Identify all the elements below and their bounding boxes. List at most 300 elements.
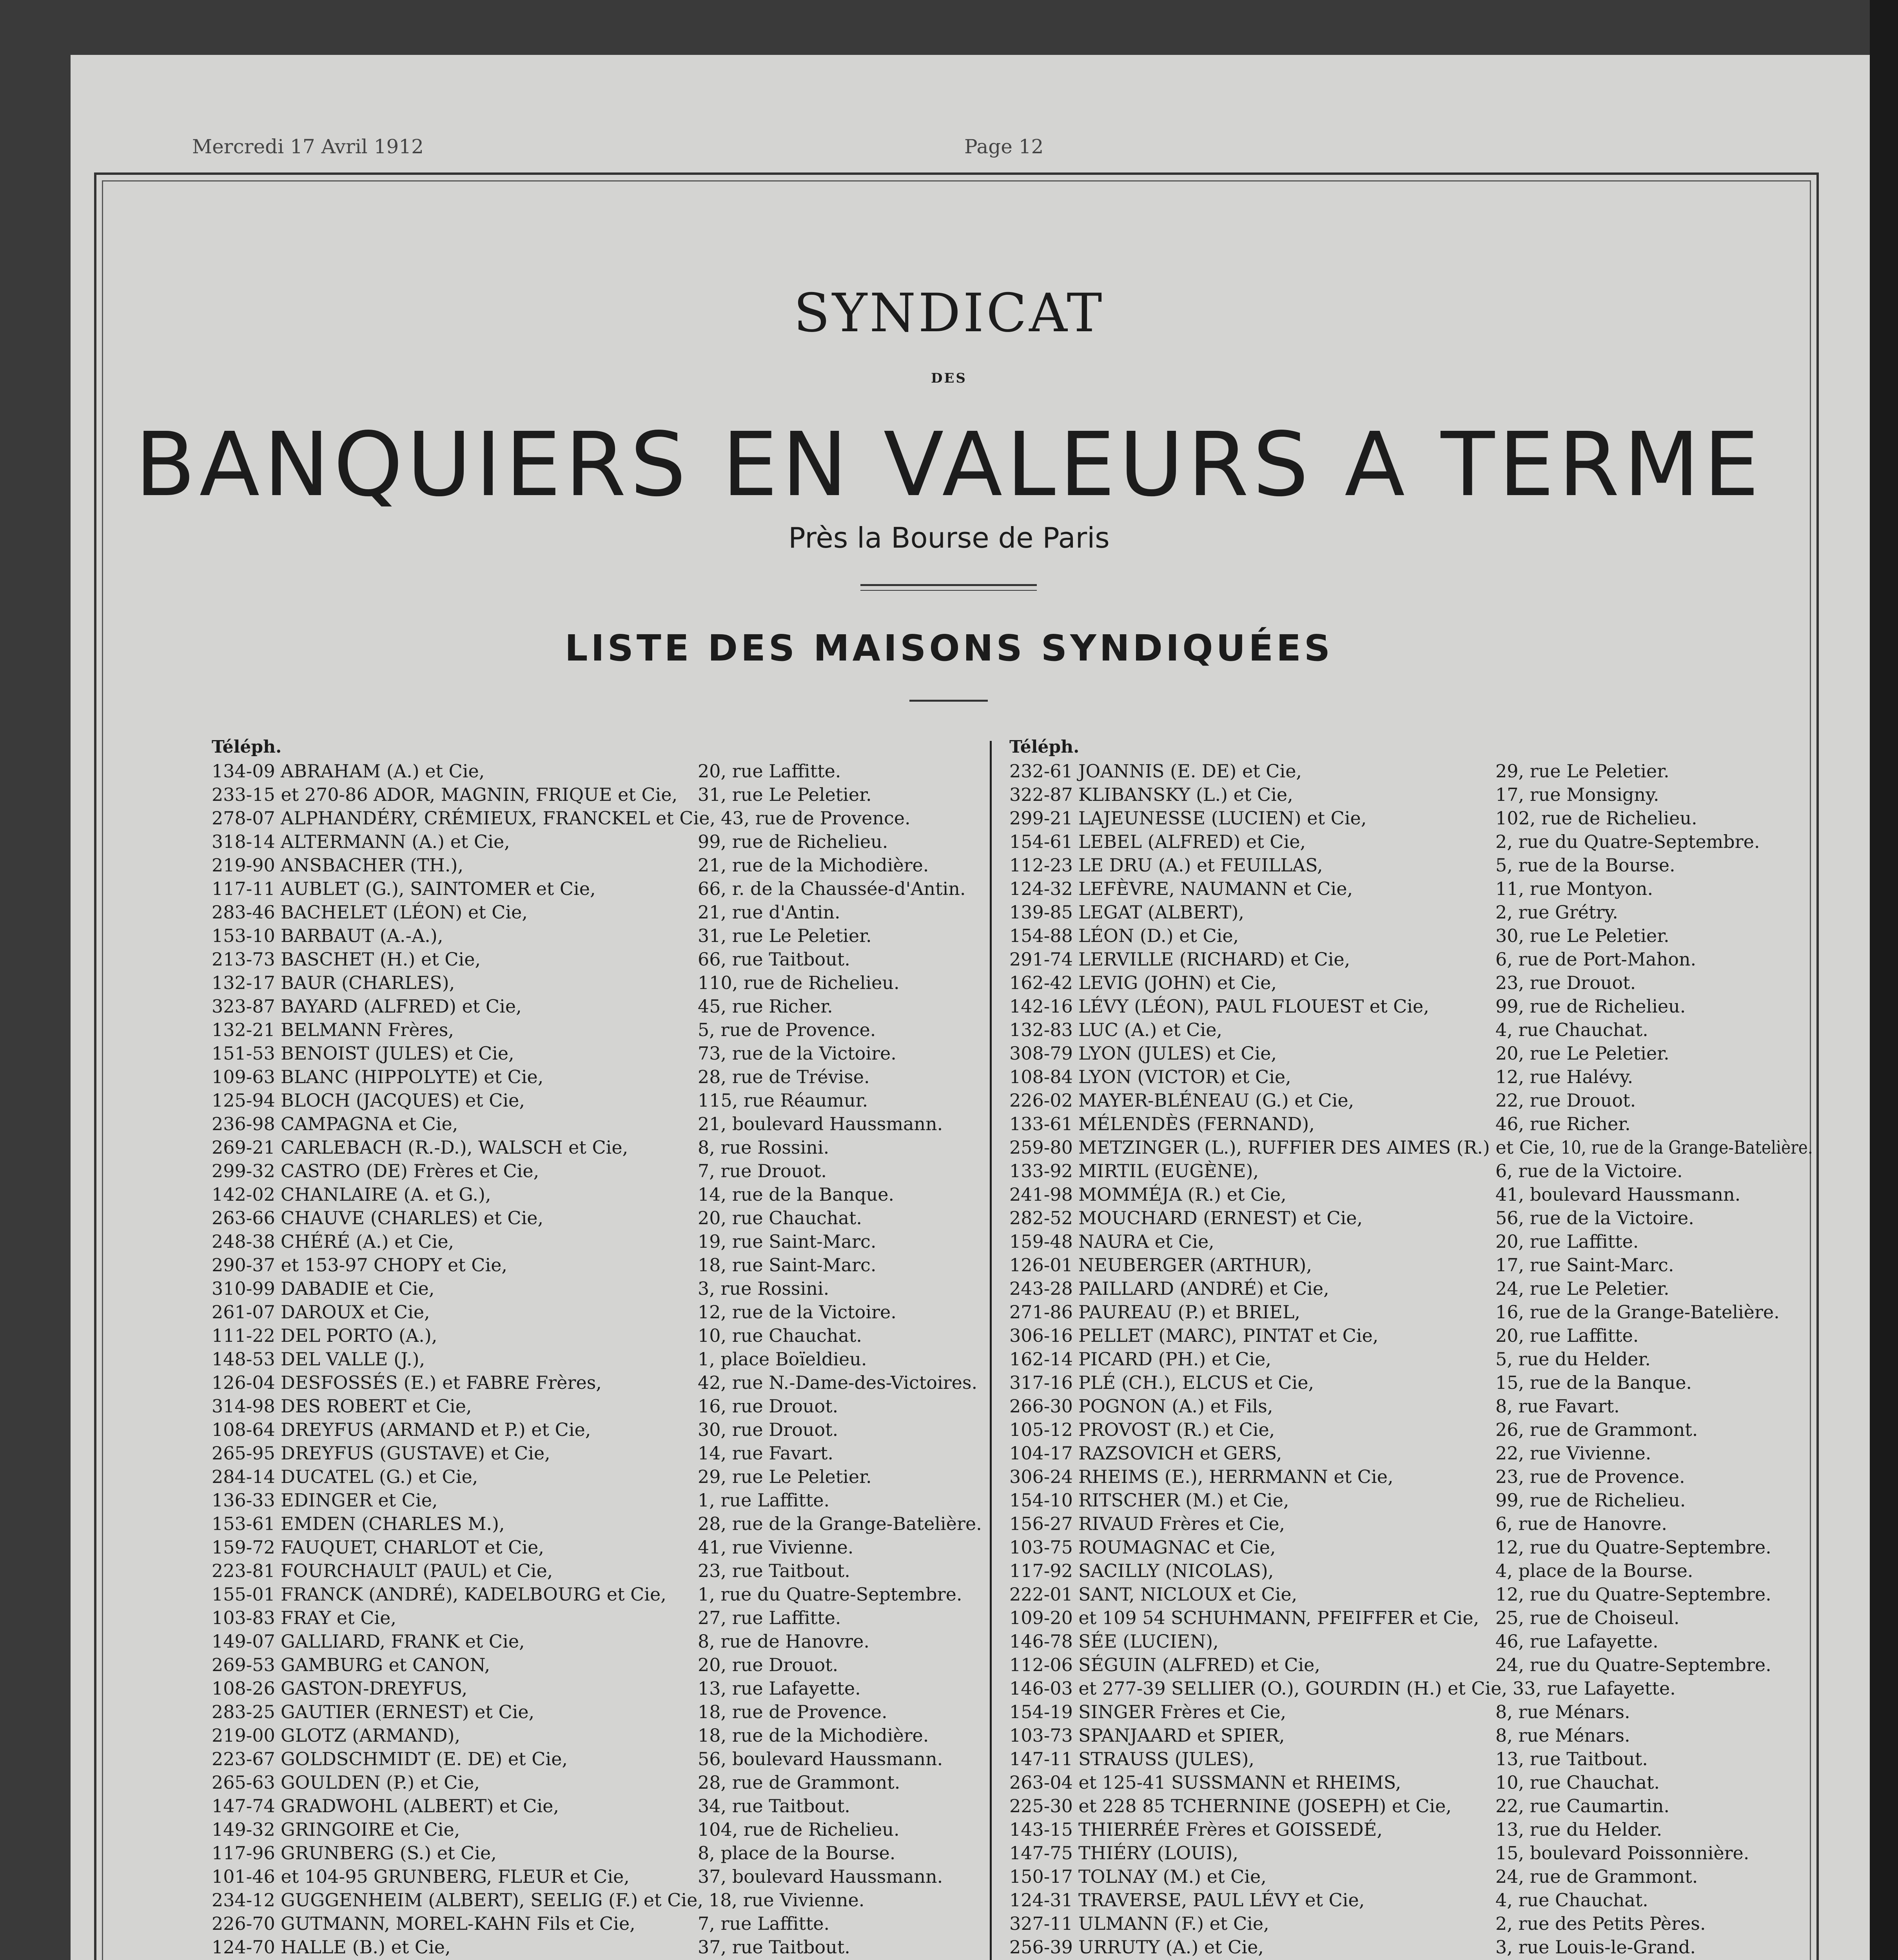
column-separator — [990, 741, 992, 1960]
list-item — [212, 996, 992, 1018]
firm-address: 37, boulevard Haussmann. — [698, 1866, 943, 1887]
firm-name: METZINGER (L.), RUFFIER DES AIMES (R.) et Cie, — [1078, 1137, 1555, 1158]
firm-address: 10, rue Chauchat. — [1495, 1772, 1660, 1793]
list-item — [1009, 1231, 1813, 1254]
phone-number: 263-04 et 125-41 — [1009, 1772, 1166, 1793]
firm-name: LEGAT (ALBERT), — [1078, 902, 1245, 923]
firm-name: BENOIST (JULES) et Cie, — [281, 1043, 514, 1064]
list-item — [212, 1772, 992, 1795]
firm-name: PAILLARD (ANDRÉ) et Cie, — [1078, 1278, 1329, 1299]
firm-name: ADOR, MAGNIN, FRIQUE et Cie, — [374, 784, 678, 805]
firm-name: RAZSOVICH et GERS, — [1078, 1443, 1282, 1464]
phone-number: 291-74 — [1009, 949, 1073, 970]
firm-name: LÉVY (LÉON), PAUL FLOUEST et Cie, — [1078, 996, 1429, 1017]
phone-number: 241-98 — [1009, 1184, 1073, 1205]
firm-address: 104, rue de Richelieu. — [698, 1819, 900, 1840]
list-item — [1009, 996, 1813, 1018]
phone-number: 159-48 — [1009, 1231, 1073, 1252]
phone-number: 213-73 — [212, 949, 275, 970]
firm-name: GUTMANN, MOREL-KAHN Fils et Cie, — [281, 1913, 635, 1934]
phone-number: 124-31 — [1009, 1889, 1073, 1911]
phone-number: 153-61 — [212, 1513, 275, 1534]
firm-name: BLANC (HIPPOLYTE) et Cie, — [281, 1066, 544, 1087]
firm-address: 37, rue Taitbout. — [698, 1936, 850, 1958]
list-item — [212, 1866, 992, 1889]
firm-name: LEVIG (JOHN) et Cie, — [1078, 972, 1277, 993]
phone-number: 283-46 — [212, 902, 275, 923]
phone-number: 143-15 — [1009, 1819, 1073, 1840]
list-item — [1009, 1372, 1813, 1395]
list-item — [1009, 1066, 1813, 1089]
firm-name: BASCHET (H.) et Cie, — [281, 949, 481, 970]
list-item — [212, 1231, 992, 1254]
list-title: LISTE DES MAISONS SYNDIQUÉES — [564, 627, 1334, 669]
firm-address: 2, rue des Petits Pères. — [1495, 1913, 1706, 1934]
list-item — [212, 1795, 992, 1818]
phone-number: 306-16 — [1009, 1325, 1073, 1346]
list-item — [212, 1278, 992, 1301]
phone-number: 125-94 — [212, 1090, 275, 1111]
firm-name: NEUBERGER (ARTHUR), — [1078, 1254, 1312, 1276]
firm-name: EDINGER et Cie, — [281, 1490, 438, 1511]
firm-name: THIÉRY (LOUIS), — [1078, 1842, 1238, 1864]
list-item — [212, 1066, 992, 1089]
phone-number: 111-22 — [212, 1325, 275, 1346]
firm-address: 17, rue Saint-Marc. — [1495, 1254, 1674, 1276]
firm-name: ALTERMANN (A.) et Cie, — [281, 831, 510, 852]
firm-address: 56, rue de la Victoire. — [1495, 1207, 1694, 1229]
list-item — [1009, 1278, 1813, 1301]
list-item — [212, 1090, 992, 1112]
phone-number: 299-21 — [1009, 808, 1073, 829]
firm-address: 17, rue Monsigny. — [1495, 784, 1659, 805]
firm-address: 8, rue Rossini. — [698, 1137, 829, 1158]
firm-name: LEFÈVRE, NAUMANN et Cie, — [1078, 878, 1353, 899]
list-item — [212, 1466, 992, 1489]
phone-number: 133-61 — [1009, 1113, 1073, 1134]
list-item — [1009, 1607, 1813, 1630]
phone-number: 147-74 — [212, 1795, 275, 1817]
list-item — [1009, 1772, 1813, 1795]
phone-number: 310-99 — [212, 1278, 275, 1299]
firm-address: 15, boulevard Poissonnière. — [1495, 1842, 1749, 1864]
phone-number: 139-85 — [1009, 902, 1073, 923]
list-item — [212, 1513, 992, 1536]
phone-number: 282-52 — [1009, 1207, 1073, 1229]
phone-number: 232-61 — [1009, 760, 1073, 782]
firm-address: 24, rue de Grammont. — [1495, 1866, 1698, 1887]
phone-number: 126-04 — [212, 1372, 275, 1393]
phone-number: 136-33 — [212, 1490, 275, 1511]
firm-name: FRAY et Cie, — [281, 1607, 396, 1628]
firm-address: 30, rue Le Peletier. — [1495, 925, 1669, 946]
list-item — [1009, 1090, 1813, 1112]
firm-name: SELLIER (O.), GOURDIN (H.) et Cie, — [1171, 1678, 1508, 1699]
firm-address: 43, rue de Provence. — [721, 808, 911, 829]
firm-name: ABRAHAM (A.) et Cie, — [281, 760, 485, 782]
phone-number: 108-26 — [212, 1678, 275, 1699]
firm-address: 24, rue du Quatre-Septembre. — [1495, 1654, 1771, 1675]
firm-name: LÉON (D.) et Cie, — [1078, 925, 1239, 946]
firm-address: 99, rue de Richelieu. — [1495, 1490, 1686, 1511]
phone-number: 142-16 — [1009, 996, 1073, 1017]
phone-number: 156-27 — [1009, 1513, 1073, 1534]
firm-address: 8, place de la Bourse. — [698, 1842, 896, 1864]
list-item — [1009, 1537, 1813, 1559]
list-item — [1009, 1043, 1813, 1065]
firm-name: SÉE (LUCIEN), — [1078, 1631, 1219, 1652]
firm-name: SINGER Frères et Cie, — [1078, 1701, 1287, 1722]
list-item — [212, 1889, 992, 1912]
list-item — [212, 1325, 992, 1348]
firm-name: DREYFUS (GUSTAVE) et Cie, — [281, 1443, 550, 1464]
firm-name: SCHUHMANN, PFEIFFER et Cie, — [1171, 1607, 1479, 1628]
firm-name: DEL VALLE (J.), — [281, 1348, 425, 1370]
firm-name: SUSSMANN et RHEIMS, — [1171, 1772, 1401, 1793]
divider-rule — [860, 590, 1037, 591]
firm-address: 14, rue de la Banque. — [698, 1184, 895, 1205]
firm-address: 5, rue du Helder. — [1495, 1348, 1651, 1370]
list-item — [212, 1584, 992, 1606]
firm-address: 8, rue de Hanovre. — [698, 1631, 869, 1652]
firm-address: 56, boulevard Haussmann. — [698, 1748, 943, 1769]
list-item — [1009, 1254, 1813, 1277]
phone-number: 154-88 — [1009, 925, 1073, 946]
phone-number: 112-06 — [1009, 1654, 1073, 1675]
phone-number: 226-70 — [212, 1913, 275, 1934]
firm-address: 25, rue de Choiseul. — [1495, 1607, 1680, 1628]
phone-number: 101-46 et 104-95 — [212, 1866, 368, 1887]
phone-number: 149-32 — [212, 1819, 275, 1840]
firm-name: SPANJAARD et SPIER, — [1078, 1725, 1285, 1746]
list-item — [212, 1396, 992, 1418]
phone-number: 103-75 — [1009, 1537, 1073, 1558]
list-item — [1009, 1842, 1813, 1865]
firm-address: 4, rue Chauchat. — [1495, 1889, 1648, 1911]
list-item — [1009, 1184, 1813, 1207]
list-item — [1009, 1160, 1813, 1183]
phone-number: 299-32 — [212, 1160, 275, 1181]
list-item — [1009, 1654, 1813, 1677]
firm-name: EMDEN (CHARLES M.), — [281, 1513, 505, 1534]
firm-address: 18, rue Vivienne. — [709, 1889, 865, 1911]
firm-address: 4, place de la Bourse. — [1495, 1560, 1693, 1581]
phone-number: 162-14 — [1009, 1348, 1073, 1370]
firm-address: 26, rue de Grammont. — [1495, 1419, 1698, 1440]
phone-number: 117-11 — [212, 878, 275, 899]
firm-address: 34, rue Taitbout. — [698, 1795, 850, 1817]
list-item — [212, 1207, 992, 1230]
list-item — [212, 1019, 992, 1042]
list-item — [212, 1443, 992, 1465]
list-item — [212, 1537, 992, 1559]
list-item — [1009, 1348, 1813, 1371]
firm-name: BELMANN Frères, — [281, 1019, 454, 1040]
phone-number: 290-37 et 153-97 — [212, 1254, 368, 1276]
phone-number: 153-10 — [212, 925, 275, 946]
phone-number: 124-32 — [1009, 878, 1073, 899]
firm-address: 21, rue d'Antin. — [698, 902, 840, 923]
firm-address: 12, rue du Quatre-Septembre. — [1495, 1584, 1771, 1605]
firm-address: 31, rue Le Peletier. — [698, 925, 872, 946]
phone-number: 105-12 — [1009, 1419, 1073, 1440]
firm-name: DAROUX et Cie, — [281, 1301, 430, 1323]
firm-address: 8, rue Ménars. — [1495, 1701, 1630, 1722]
firm-name: BAYARD (ALFRED) et Cie, — [281, 996, 522, 1017]
list-item — [1009, 1560, 1813, 1583]
list-item — [1009, 902, 1813, 924]
firm-name: BAUR (CHARLES), — [281, 972, 455, 993]
phone-number: 278-07 — [212, 808, 275, 829]
firm-name: GOLDSCHMIDT (E. DE) et Cie, — [281, 1748, 568, 1769]
firm-address: 19, rue Saint-Marc. — [698, 1231, 876, 1252]
list-item — [1009, 1936, 1813, 1959]
firm-address: 41, rue Vivienne. — [698, 1537, 854, 1558]
left-column — [212, 737, 992, 1960]
phone-number: 150-17 — [1009, 1866, 1073, 1887]
phone-number: 317-16 — [1009, 1372, 1073, 1393]
firm-name: BACHELET (LÉON) et Cie, — [281, 902, 528, 923]
phone-number: 154-19 — [1009, 1701, 1073, 1722]
list-item — [212, 1113, 992, 1136]
firm-name: HALLE (B.) et Cie, — [281, 1936, 451, 1958]
firm-address: 23, rue de Provence. — [1495, 1466, 1685, 1487]
firm-name: LYON (VICTOR) et Cie, — [1078, 1066, 1291, 1087]
list-item — [1009, 1466, 1813, 1489]
firm-address: 8, rue Ménars. — [1495, 1725, 1630, 1746]
firm-name: LYON (JULES) et Cie, — [1078, 1043, 1277, 1064]
list-item — [212, 784, 992, 807]
firm-name: GRADWOHL (ALBERT) et Cie, — [281, 1795, 559, 1817]
firm-address: 73, rue de la Victoire. — [698, 1043, 896, 1064]
list-item — [212, 1819, 992, 1842]
list-item — [212, 1631, 992, 1653]
firm-name: SACILLY (NICOLAS), — [1078, 1560, 1274, 1581]
firm-address: 33, rue Lafayette. — [1513, 1678, 1676, 1699]
firm-address: 31, rue Le Peletier. — [698, 784, 872, 805]
phone-number: 146-78 — [1009, 1631, 1073, 1652]
firm-name: LERVILLE (RICHARD) et Cie, — [1078, 949, 1350, 970]
phone-number: 226-02 — [1009, 1090, 1073, 1111]
phone-number: 327-11 — [1009, 1913, 1073, 1934]
firm-address: 22, rue Drouot. — [1495, 1090, 1636, 1111]
firm-name: FRANCK (ANDRÉ), KADELBOURG et Cie, — [281, 1584, 666, 1605]
list-item — [1009, 1419, 1813, 1442]
running-head-date: Mercredi 17 Avril 1912 — [192, 135, 424, 158]
firm-name: CASTRO (DE) Frères et Cie, — [281, 1160, 539, 1181]
firm-address: 115, rue Réaumur. — [698, 1090, 868, 1111]
list-item — [212, 1160, 992, 1183]
list-item — [212, 1560, 992, 1583]
list-item — [212, 1254, 992, 1277]
divider-rule — [860, 584, 1037, 586]
firm-name: DUCATEL (G.) et Cie, — [281, 1466, 478, 1487]
firm-name: GLOTZ (ARMAND), — [281, 1725, 461, 1746]
firm-name: CHANLAIRE (A. et G.), — [281, 1184, 491, 1205]
phone-number: 154-61 — [1009, 831, 1073, 852]
firm-name: KLIBANSKY (L.) et Cie, — [1078, 784, 1293, 805]
firm-name: DABADIE et Cie, — [281, 1278, 435, 1299]
firm-address: 21, boulevard Haussmann. — [698, 1113, 943, 1134]
firm-name: DES ROBERT et Cie, — [281, 1396, 472, 1417]
title-des: DES — [931, 370, 967, 386]
list-item — [1009, 1678, 1813, 1700]
list-item — [212, 1607, 992, 1630]
phone-number: 248-38 — [212, 1231, 275, 1252]
list-item — [1009, 949, 1813, 971]
list-item — [212, 949, 992, 971]
firm-name: LE DRU (A.) et FEUILLAS, — [1078, 855, 1323, 876]
firm-address: 45, rue Richer. — [698, 996, 833, 1017]
phone-number: 243-28 — [1009, 1278, 1073, 1299]
firm-name: RITSCHER (M.) et Cie, — [1078, 1490, 1289, 1511]
firm-name: PLÉ (CH.), ELCUS et Cie, — [1078, 1372, 1314, 1393]
divider-rule — [909, 700, 988, 702]
list-item — [1009, 1913, 1813, 1936]
firm-name: CAMPAGNA et Cie, — [281, 1113, 458, 1134]
phone-number: 219-90 — [212, 855, 275, 876]
list-item — [1009, 1584, 1813, 1606]
firm-address: 22, rue Vivienne. — [1495, 1443, 1651, 1464]
firm-address: 1, rue Laffitte. — [698, 1490, 830, 1511]
list-item — [212, 1348, 992, 1371]
phone-number: 126-01 — [1009, 1254, 1073, 1276]
firm-name: TRAVERSE, PAUL LÉVY et Cie, — [1078, 1889, 1365, 1911]
firm-address: 66, r. de la Chaussée-d'Antin. — [698, 878, 966, 899]
phone-number: 148-53 — [212, 1348, 275, 1370]
firm-address: 21, rue de la Michodière. — [698, 855, 929, 876]
firm-name: LUC (A.) et Cie, — [1078, 1019, 1223, 1040]
firm-address: 10, rue de la Grange-Batelière. — [1561, 1137, 1813, 1158]
firm-name: NAURA et Cie, — [1078, 1231, 1214, 1252]
phone-number: 219-00 — [212, 1725, 275, 1746]
phone-number: 132-21 — [212, 1019, 275, 1040]
list-item — [212, 1184, 992, 1207]
list-item — [1009, 925, 1813, 948]
firm-name: GUGGENHEIM (ALBERT), SEELIG (F.) et Cie, — [281, 1889, 703, 1911]
firm-address: 42, rue N.-Dame-des-Victoires. — [698, 1372, 978, 1393]
phone-number: 236-98 — [212, 1113, 275, 1134]
firm-address: 1, place Boïeldieu. — [698, 1348, 867, 1370]
phone-number: 284-14 — [212, 1466, 275, 1487]
firm-address: 13, rue Lafayette. — [698, 1678, 861, 1699]
firm-address: 66, rue Taitbout. — [698, 949, 850, 970]
list-item — [212, 1936, 992, 1959]
firm-address: 18, rue de Provence. — [698, 1701, 887, 1722]
list-item — [1009, 1396, 1813, 1418]
list-item — [1009, 1207, 1813, 1230]
phone-number: 154-10 — [1009, 1490, 1073, 1511]
phone-number: 266-30 — [1009, 1396, 1073, 1417]
firm-name: PELLET (MARC), PINTAT et Cie, — [1078, 1325, 1379, 1346]
phone-number: 109-20 et 109 54 — [1009, 1607, 1165, 1628]
phone-number: 132-83 — [1009, 1019, 1073, 1040]
firm-address: 8, rue Favart. — [1495, 1396, 1620, 1417]
firm-address: 1, rue du Quatre-Septembre. — [698, 1584, 962, 1605]
firm-address: 28, rue de Grammont. — [698, 1772, 900, 1793]
phone-number: 223-81 — [212, 1560, 275, 1581]
firm-name: TOLNAY (M.) et Cie, — [1078, 1866, 1267, 1887]
firm-address: 16, rue de la Grange-Batelière. — [1495, 1301, 1780, 1323]
firm-address: 5, rue de Provence. — [698, 1019, 876, 1040]
phone-number: 283-25 — [212, 1701, 275, 1722]
firm-address: 99, rue de Richelieu. — [698, 831, 888, 852]
phone-number: 162-42 — [1009, 972, 1073, 993]
firm-address: 11, rue Montyon. — [1495, 878, 1653, 899]
list-item — [212, 1701, 992, 1724]
phone-number: 108-84 — [1009, 1066, 1073, 1087]
phone-number: 308-79 — [1009, 1043, 1073, 1064]
firm-name: MOMMÉJA (R.) et Cie, — [1078, 1184, 1287, 1205]
firm-name: PAUREAU (P.) et BRIEL, — [1078, 1301, 1300, 1323]
list-item — [1009, 1490, 1813, 1512]
firm-address: 20, rue Laffitte. — [1495, 1325, 1639, 1346]
firm-name: MAYER-BLÉNEAU (G.) et Cie, — [1078, 1090, 1354, 1111]
main-title: BANQUIERS EN VALEURS A TERME — [135, 414, 1763, 516]
firm-name: SÉGUIN (ALFRED) et Cie, — [1078, 1654, 1321, 1675]
firm-address: 6, rue de Port-Mahon. — [1495, 949, 1697, 970]
firm-address: 3, rue Louis-le-Grand. — [1495, 1936, 1696, 1958]
list-item — [1009, 1701, 1813, 1724]
phone-number: 159-72 — [212, 1537, 275, 1558]
list-item — [212, 1842, 992, 1865]
list-item — [1009, 1113, 1813, 1136]
phone-number: 265-95 — [212, 1443, 275, 1464]
firm-name: GASTON-DREYFUS, — [281, 1678, 468, 1699]
firm-name: DEL PORTO (A.), — [281, 1325, 437, 1346]
list-item — [212, 1419, 992, 1442]
list-item — [1009, 1866, 1813, 1889]
list-item — [1009, 1819, 1813, 1842]
firm-name: GAUTIER (ERNEST) et Cie, — [281, 1701, 535, 1722]
firm-address: 20, rue Le Peletier. — [1495, 1043, 1669, 1064]
phone-number: 318-14 — [212, 831, 275, 852]
firm-address: 6, rue de la Victoire. — [1495, 1160, 1683, 1181]
firm-name: GAMBURG et CANON, — [281, 1654, 490, 1675]
phone-number: 261-07 — [212, 1301, 275, 1323]
firm-name: CARLEBACH (R.-D.), WALSCH et Cie, — [281, 1137, 628, 1158]
firm-name: GALLIARD, FRANK et Cie, — [281, 1631, 525, 1652]
firm-address: 20, rue Laffitte. — [1495, 1231, 1639, 1252]
firm-address: 18, rue de la Michodière. — [698, 1725, 929, 1746]
firm-name: PICARD (PH.) et Cie, — [1078, 1348, 1271, 1370]
firm-name: THIERRÉE Frères et GOISSEDÉ, — [1078, 1819, 1383, 1840]
firm-address: 110, rue de Richelieu. — [698, 972, 900, 993]
firm-address: 3, rue Rossini. — [698, 1278, 829, 1299]
phone-number: 124-70 — [212, 1936, 275, 1958]
firm-address: 20, rue Chauchat. — [698, 1207, 862, 1229]
phone-number: 323-87 — [212, 996, 275, 1017]
firm-address: 13, rue Taitbout. — [1495, 1748, 1648, 1769]
firm-name: CHÉRÉ (A.) et Cie, — [281, 1231, 454, 1252]
firm-name: AUBLET (G.), SAINTOMER et Cie, — [281, 878, 596, 899]
firm-address: 24, rue Le Peletier. — [1495, 1278, 1669, 1299]
list-item — [212, 1043, 992, 1065]
list-item — [1009, 1631, 1813, 1653]
list-item — [212, 1725, 992, 1748]
phone-number: 314-98 — [212, 1396, 275, 1417]
phone-number: 149-07 — [212, 1631, 275, 1652]
phone-number: 225-30 et 228 85 — [1009, 1795, 1165, 1817]
firm-address: 20, rue Drouot. — [698, 1654, 838, 1675]
list-item — [212, 1372, 992, 1395]
firm-address: 102, rue de Richelieu. — [1495, 808, 1697, 829]
firm-name: GRUNBERG, FLEUR et Cie, — [374, 1866, 630, 1887]
firm-address: 27, rue Laffitte. — [698, 1607, 841, 1628]
column-header-teleph: Téléph. — [1009, 737, 1080, 757]
list-item — [1009, 784, 1813, 807]
firm-name: BLOCH (JACQUES) et Cie, — [281, 1090, 525, 1111]
